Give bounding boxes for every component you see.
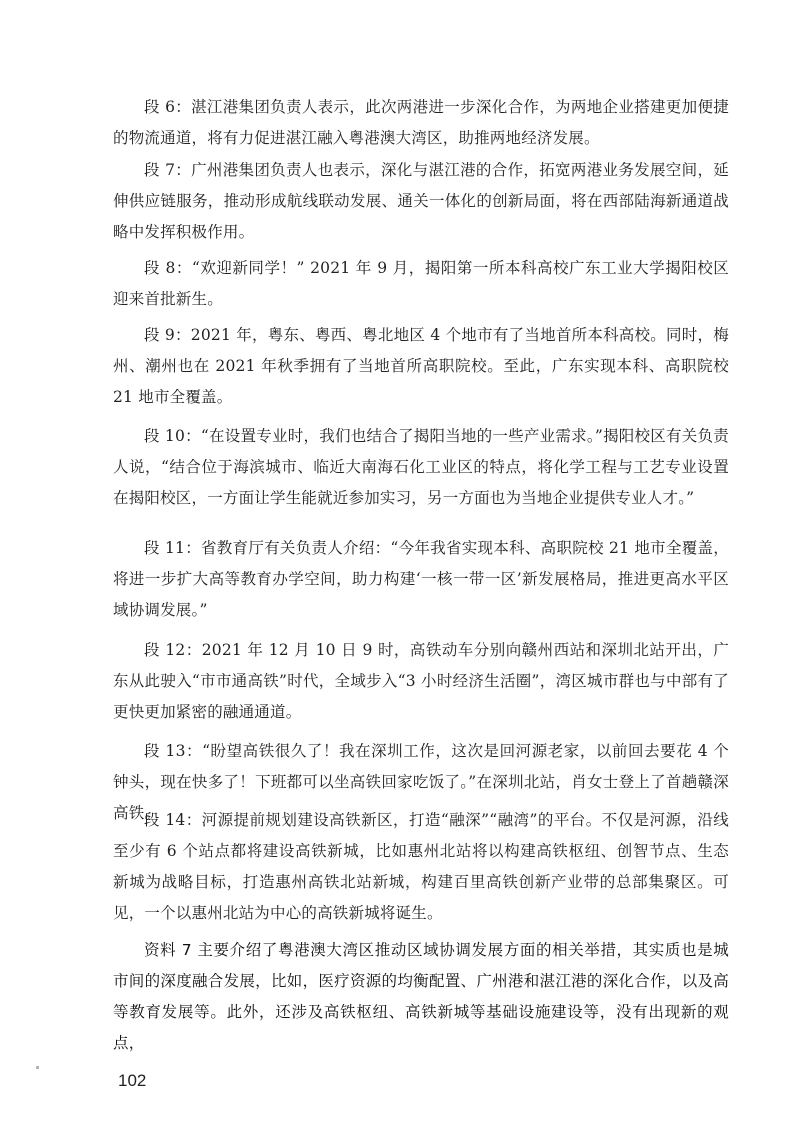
paragraph-9: 段 9：2021 年，粤东、粤西、粤北地区 4 个地市有了当地首所本科高校。同时，梅州、潮州也在 2021 年秋季拥有了当地首所高职院校。至此，广东实现本科、高职院校 21 地市全覆盖。 [113,326,729,406]
paragraph-8: 段 8：“欢迎新同学！” 2021 年 9 月，揭阳第一所本科高校广东工业大学揭阳校区迎来首批新生。 [113,259,729,308]
analysis-paragraph: 资料 7 主要介绍了粤港澳大湾区推动区域协调发展方面的相关举措，其实质也是城市间的深度融合发展，比如，医疗资源的均衡配置、广州港和湛江港的深化合作，以及高等教育发展等。此外，还涉及高铁枢纽、高铁新城等基础设施建设等，没有出现新的观点， [113,941,729,1052]
paragraph-14: 段 14：河源提前规划建设高铁新区，打造“融深”“融湾”的平台。不仅是河源，沿线至少有 6 个站点都将建设高铁新城，比如惠州北站将以构建高铁枢纽、创智节点、生态新城为战略目标，打造惠州高铁北站新城，构建百里高铁创新产业带的总部集聚区。可见，一个以惠州北站为中心的高铁新城将诞生。 [113,811,729,922]
paragraph-13: 段 13：“盼望高铁很久了！我在深圳工作，这次是回河源老家，以前回去要花 4 个钟头，现在快多了！下班都可以坐高铁回家吃饭了。”在深圳北站，肖女士登上了首趟赣深高铁。 [113,742,729,822]
paragraph-6: 段 6：湛江港集团负责人表示，此次两港进一步深化合作，为两地企业搭建更加便捷的物流通道，将有力促进湛江融入粤港澳大湾区，助推两地经济发展。 [113,98,729,147]
paragraph-7: 段 7：广州港集团负责人也表示，深化与湛江港的合作，拓宽两港业务发展空间，延伸供应链服务，推动形成航线联动发展、通关一体化的创新局面，将在西部陆海新通道战略中发挥积极作用。 [113,161,729,241]
paragraph-11: 段 11：省教育厅有关负责人介绍：“今年我省实现本科、高职院校 21 地市全覆盖，将进一步扩大高等教育办学空间，助力构建‘一核一带一区’新发展格局，推进更高水平区域协调发展。” [113,539,729,619]
scan-mark [36,1066,39,1069]
paragraph-12: 段 12：2021 年 12 月 10 日 9 时，高铁动车分别向赣州西站和深圳北站开出，广东从此驶入“市市通高铁”时代，全域步入“3 小时经济生活圈”，湾区城市群也与中部有了更快更加紧密的融通通道。 [113,641,729,721]
page-number: 102 [118,1071,147,1090]
paragraph-10: 段 10：“在设置专业时，我们也结合了揭阳当地的一些产业需求。”揭阳校区有关负责人说，“结合位于海滨城市、临近大南海石化工业区的特点，将化学工程与工艺专业设置在揭阳校区，一方面让学生能就近参加实习，另一方面也为当地企业提供专业人才。” [113,427,729,507]
